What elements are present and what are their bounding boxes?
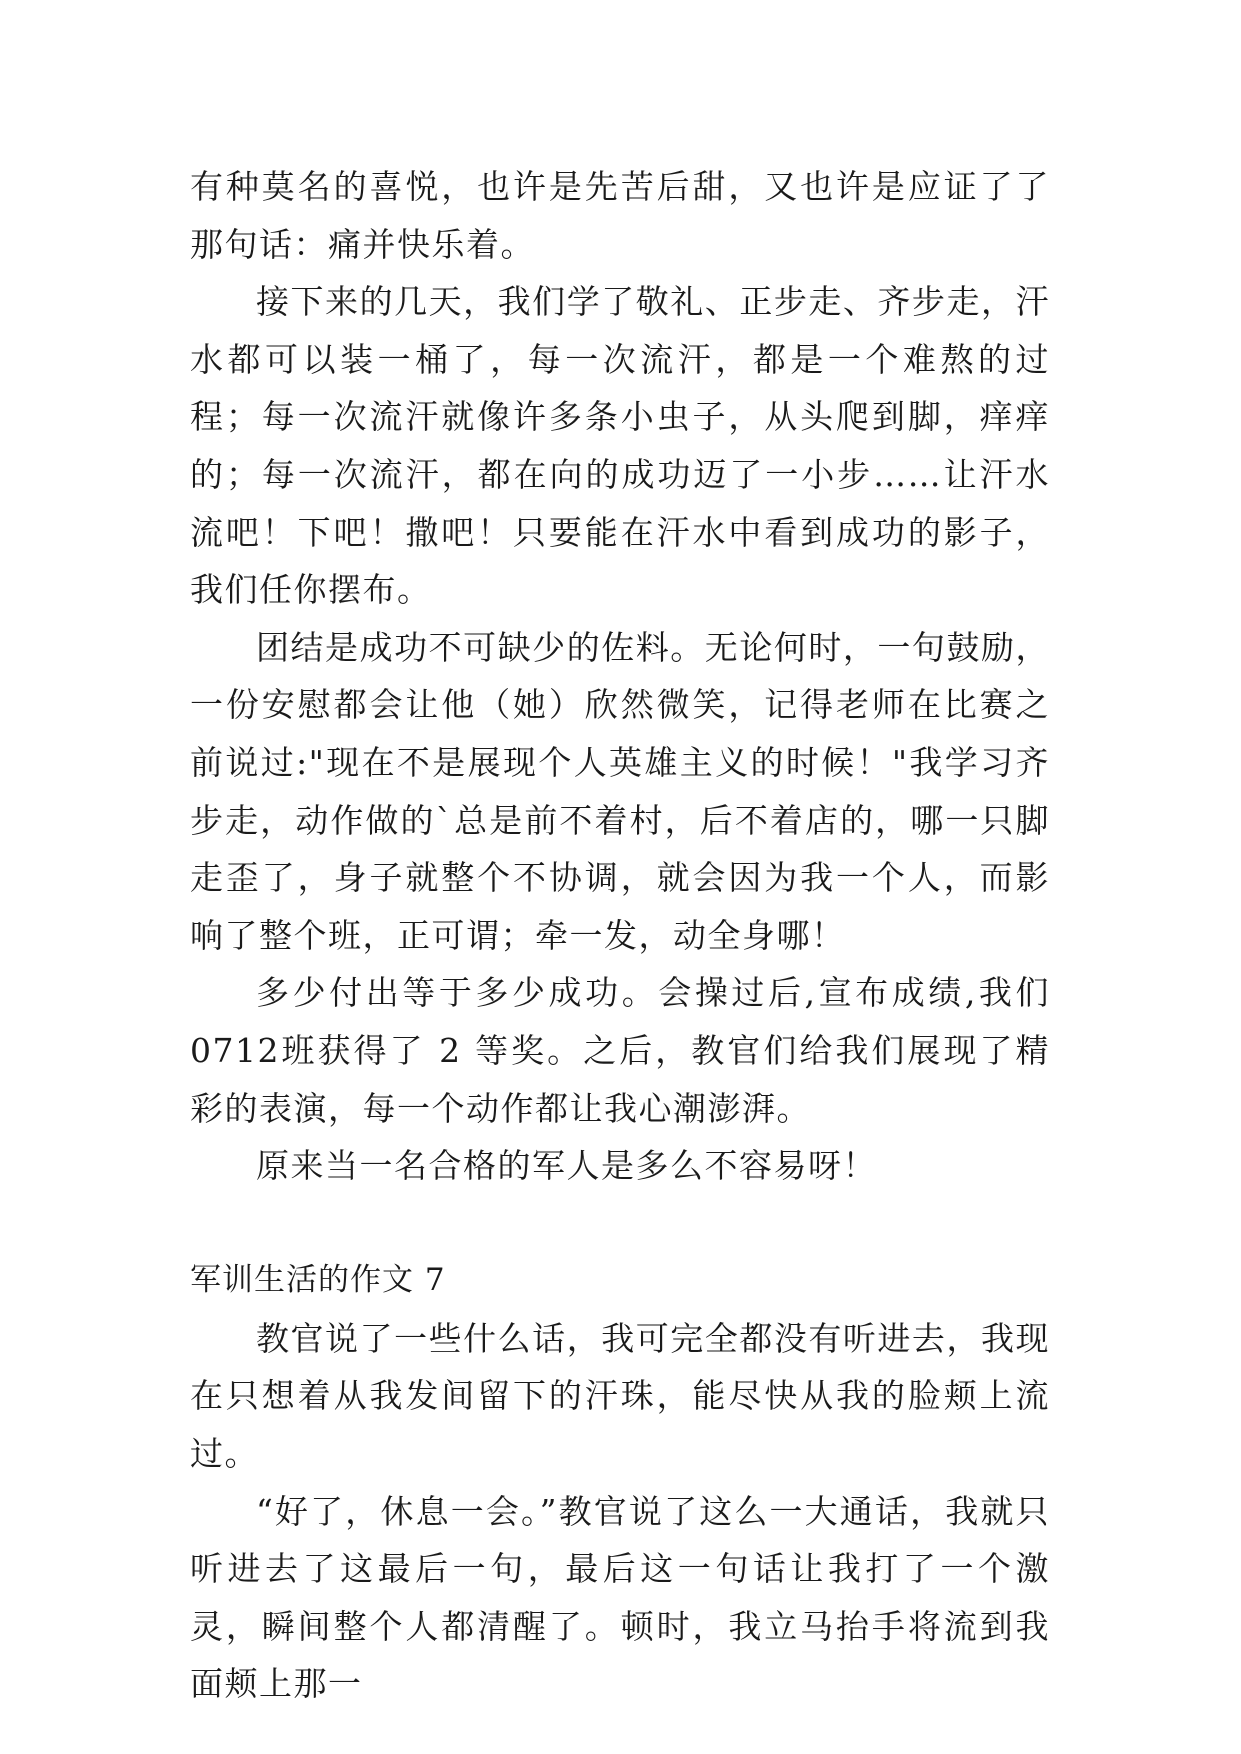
paragraph-teamwork: 团结是成功不可缺少的佐料。无论何时，一句鼓励，一份安慰都会让他（她）欣然微笑，记得老师在比赛之前说过:"现在不是展现个人英雄主义的时候！"我学习齐步走，动作做的`总是前不着村，后不着店的，哪一只脚走歪了，身子就整个不协调，就会因为我一个人，而影响了整个班，正可谓；牵一发，动全身哪！	[190, 627, 1050, 955]
section-heading: 军训生活的作文 7	[190, 1262, 446, 1299]
document-body	[190, 158, 1050, 1713]
paragraph-rest: “好了，休息一会。”教官说了这么一大通话，我就只听进去了这最后一句，最后这一句话让我打了一个激灵，瞬间整个人都清醒了。顿时，我立马抬手将流到我面颊上那一	[190, 1491, 1050, 1704]
paragraph-conclusion: 原来当一名合格的军人是多么不容易呀！	[256, 1146, 877, 1186]
paragraph-results: 多少付出等于多少成功。会操过后,宣布成绩,我们0712班获得了 2 等奖。之后，教官们给我们展现了精彩的表演，每一个动作都让我心潮澎湃。	[190, 973, 1050, 1128]
paragraph-sweat: 接下来的几天，我们学了敬礼、正步走、齐步走，汗水都可以装一桶了，每一次流汗，都是一个难熬的过程；每一次流汗就像许多条小虫子，从头爬到脚，痒痒的；每一次流汗，都在向的成功迈了一小步……让汗水流吧！下吧！撒吧！只要能在汗水中看到成功的影子，我们任你摆布。	[190, 282, 1050, 610]
paragraph-instructor: 教官说了一些什么话，我可完全都没有听进去，我现在只想着从我发间留下的汗珠，能尽快从我的脸颊上流过。	[190, 1318, 1050, 1474]
paragraph-continuation: 有种莫名的喜悦，也许是先苦后甜，又也许是应证了了那句话：痛并快乐着。	[190, 167, 1050, 264]
